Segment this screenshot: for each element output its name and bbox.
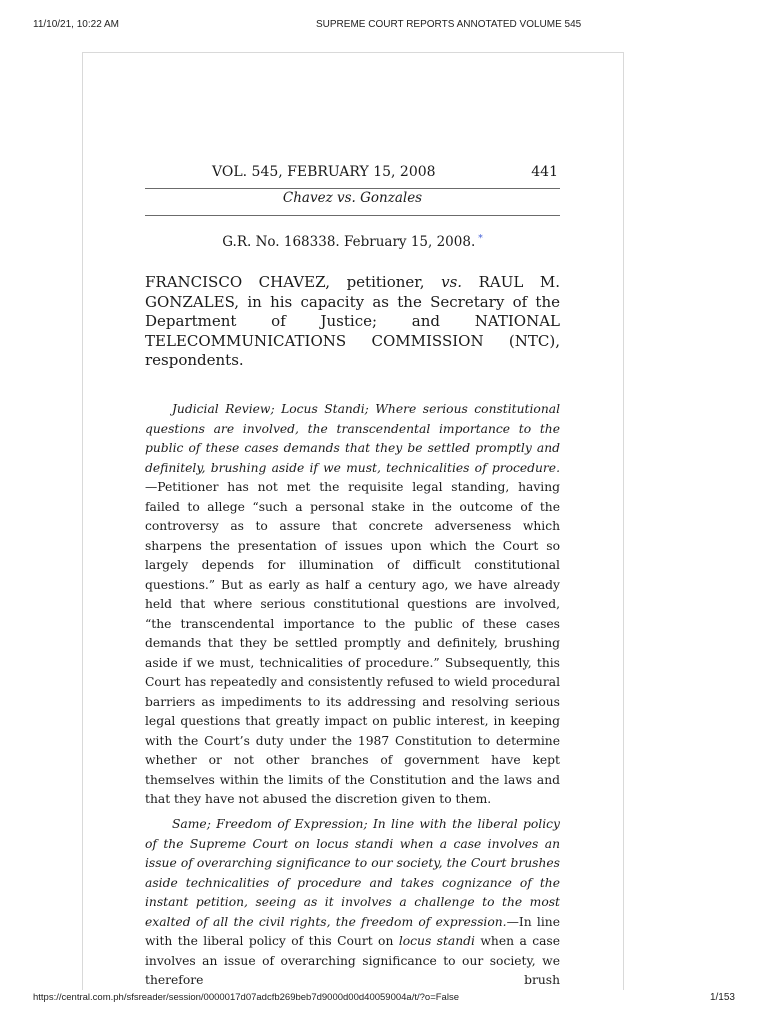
syllabus-headnote: Judicial Review; Locus Standi; Where serious constitutional questions are involved, the transcendental importance to the public of these cases demands that they be settled promptly and definitely, brushing aside if we must, technicalities of procedure. [145,402,560,475]
gr-number-line [145,233,560,251]
print-url: https://central.com.ph/sfsreader/session/0000017d07adcfb269beb7d9000d00d40059004a/t/?o=False [33,992,459,1003]
print-page-count: 1/153 [709,992,735,1003]
case-title: Chavez vs. Gonzales [282,190,423,206]
versus: vs. [441,273,463,291]
respondents-names: RAUL M. GONZALES, in his capacity as the Secretary of the Department of Justice; and NATIONAL TELECOMMUNICATIONS COMMISSION (NTC), [145,273,561,350]
syllabus-body: when a case involves an issue of overarching significance to our society, we therefore brush [145,934,561,987]
print-date-time: 11/10/21, 10:22 AM [33,19,119,30]
print-page-title: SUPREME COURT REPORTS ANNOTATED VOLUME 545 [316,19,582,30]
case-parties [145,273,560,371]
petitioner-label: petitioner, [346,273,425,291]
syllabus [145,400,560,991]
syllabus-body: —In line with the liberal policy of this Court on [145,914,560,948]
footnote-link[interactable]: * [478,233,483,244]
respondents-label: respondents. [145,351,244,369]
syllabus-paragraph [145,400,560,810]
title-rule [145,215,560,216]
running-head [145,163,560,181]
volume-date: VOL. 545, FEBRUARY 15, 2008 [212,164,436,180]
petitioner-name: FRANCISCO CHAVEZ, [145,273,331,291]
syllabus-headnote: Same; Freedom of Expression; In line with the liberal policy of the Supreme Court on locus standi when a case involves an issue of overarching significance to our society, the Court brushes aside technicalities of procedure and takes cognizance of the instant petition, seeing as it involves a challenge to the most exalted of all the civil rights, the freedom of expression. [145,817,560,929]
gr-number-date: G.R. No. 168338. February 15, 2008. [222,234,476,250]
syllabus-body-term: locus standi [398,934,475,948]
syllabus-paragraph [145,815,560,991]
page-number: 441 [531,164,558,180]
syllabus-body: —Petitioner has not met the requisite legal standing, having failed to allege “such a personal stake in the outcome of the controversy as to assure that concrete adverseness which sharpens the presentation of issues upon which the Court so largely depends for illumination of difficult constitutional questions.” But as early as half a century ago, we have already held that where serious constitutional questions are involved, “the transcendental importance to the public of these cases demands that they be settled promptly and definitely, brushing aside if we must, technicalities of procedure.” Subsequently, this Court has repeatedly and consistently refused to wield procedural barriers as impediments to its addressing and resolving serious legal questions that greatly impact on public interest, in keeping with the Court’s duty under the 1987 Constitution to determine whether or not other branches of government have kept themselves within the limits of the Constitution and the laws and that they have not abused the discretion given to them. [145,480,560,806]
